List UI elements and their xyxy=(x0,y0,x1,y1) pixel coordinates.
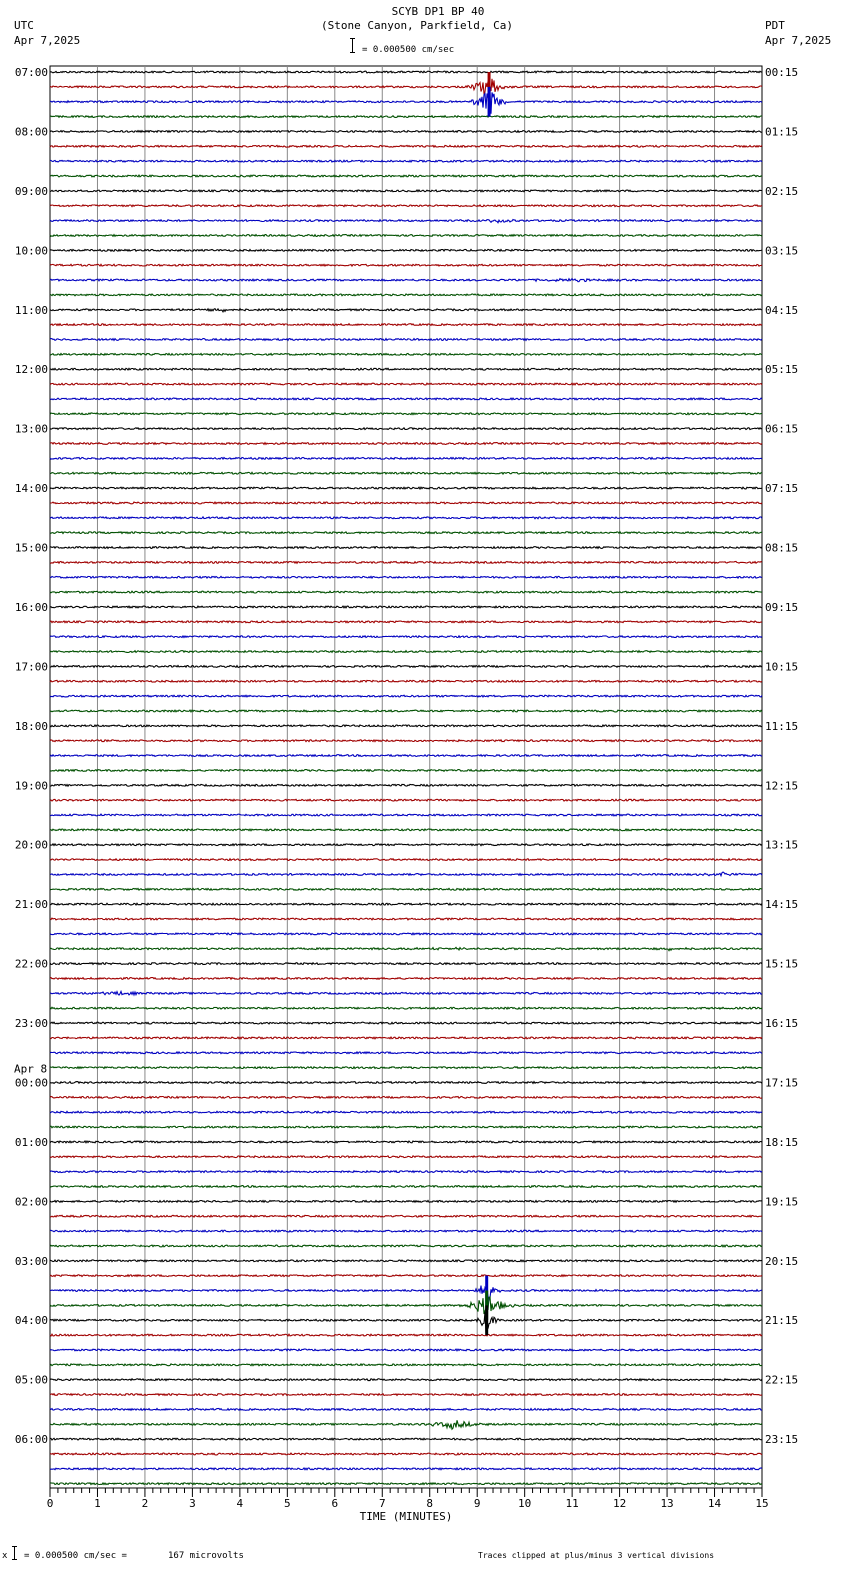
trace-line xyxy=(50,1260,762,1262)
utc-hour-label: 23:00 xyxy=(14,1017,48,1031)
x-tick-label: 7 xyxy=(378,1497,386,1510)
utc-hour-label: 01:00 xyxy=(14,1135,48,1149)
trace-line xyxy=(50,264,762,266)
pdt-hour-label: 13:15 xyxy=(765,838,799,852)
pdt-hour-label: 02:15 xyxy=(765,184,799,198)
utc-hour-label: 10:00 xyxy=(14,244,48,258)
trace-line xyxy=(50,1483,762,1485)
utc-hour-label: 22:00 xyxy=(14,957,48,971)
trace-line xyxy=(50,1230,762,1232)
trace-line xyxy=(50,1379,762,1381)
trace-line xyxy=(50,78,762,94)
trace-line xyxy=(50,859,762,861)
trace-line xyxy=(50,220,762,223)
trace-line xyxy=(50,443,762,445)
station-location: (Stone Canyon, Parkfield, Ca) xyxy=(320,19,514,32)
utc-hour-label: 19:00 xyxy=(14,779,48,793)
trace-line xyxy=(50,428,762,430)
trace-line xyxy=(50,1364,762,1366)
x-tick-label: 5 xyxy=(284,1497,291,1510)
pdt-hour-label: 08:15 xyxy=(765,541,799,555)
chart-title: SCYB DP1 BP 40 xyxy=(391,5,485,18)
pdt-hour-label: 05:15 xyxy=(765,363,799,377)
trace-line xyxy=(50,190,762,192)
trace-line xyxy=(50,92,762,114)
trace-line xyxy=(50,872,762,876)
pdt-hour-label: 01:15 xyxy=(765,125,799,139)
trace-line xyxy=(50,116,762,118)
utc-hour-label: 06:00 xyxy=(14,1433,48,1447)
trace-line xyxy=(50,814,762,816)
trace-line xyxy=(50,1453,762,1455)
trace-line xyxy=(50,339,762,341)
pdt-hour-label: 17:15 xyxy=(765,1076,799,1090)
trace-line xyxy=(50,1111,762,1113)
utc-hour-label: 11:00 xyxy=(14,303,48,317)
x-tick-label: 1 xyxy=(94,1497,101,1510)
trace-line xyxy=(50,755,762,757)
trace-line xyxy=(50,1394,762,1396)
trace-line xyxy=(50,1409,762,1411)
trace-line xyxy=(50,799,762,801)
pdt-hour-label: 15:15 xyxy=(765,957,799,971)
utc-hour-label: 05:00 xyxy=(14,1373,48,1387)
pdt-hour-label: 04:15 xyxy=(765,303,799,317)
trace-line xyxy=(50,1052,762,1054)
trace-line xyxy=(50,398,762,400)
trace-line xyxy=(50,680,762,682)
trace-line xyxy=(50,918,762,920)
utc-hour-label: 13:00 xyxy=(14,422,48,436)
trace-line xyxy=(50,1286,762,1301)
x-tick-label: 4 xyxy=(236,1497,244,1510)
pdt-hour-label: 22:15 xyxy=(765,1373,799,1387)
left-date: Apr 7,2025 xyxy=(14,34,81,47)
trace-line xyxy=(50,903,762,905)
utc-hour-label: 12:00 xyxy=(14,363,48,377)
trace-line xyxy=(50,354,762,356)
trace-line xyxy=(50,279,762,282)
trace-line xyxy=(50,324,762,326)
trace-line xyxy=(50,235,762,237)
trace-line xyxy=(50,249,762,251)
x-tick-label: 6 xyxy=(331,1497,339,1510)
trace-line xyxy=(50,710,762,712)
x-axis-label: TIME (MINUTES) xyxy=(359,1510,453,1523)
date-change-label: Apr 8 xyxy=(14,1062,48,1076)
utc-hour-label: 16:00 xyxy=(14,600,48,614)
trace-line xyxy=(50,547,762,549)
trace-line xyxy=(50,829,762,831)
utc-hour-label: 00:00 xyxy=(14,1076,48,1090)
utc-hour-label: 15:00 xyxy=(14,541,48,555)
trace-line xyxy=(50,517,762,519)
pdt-hour-label: 09:15 xyxy=(765,600,799,614)
utc-hour-label: 07:00 xyxy=(14,66,48,79)
utc-hour-label: 14:00 xyxy=(14,482,48,496)
trace-line xyxy=(50,933,762,935)
x-tick-label: 12 xyxy=(612,1497,627,1510)
trace-line xyxy=(50,1349,762,1351)
trace-line xyxy=(50,1171,762,1173)
trace-line xyxy=(50,1275,762,1277)
trace-line xyxy=(50,1245,762,1247)
x-tick-label: 11 xyxy=(565,1497,579,1510)
utc-hour-label: 17:00 xyxy=(14,660,48,674)
trace-line xyxy=(50,1334,762,1336)
utc-hour-label: 02:00 xyxy=(14,1195,48,1209)
trace-line xyxy=(50,1082,762,1084)
utc-hour-label: 20:00 xyxy=(14,838,48,852)
pdt-hour-label: 10:15 xyxy=(765,660,799,674)
trace-line xyxy=(50,1141,762,1143)
utc-hour-label: 08:00 xyxy=(14,125,48,139)
pdt-hour-label: 07:15 xyxy=(765,482,799,496)
trace-line xyxy=(50,1022,762,1024)
utc-hour-label: 18:00 xyxy=(14,719,48,733)
trace-line xyxy=(50,71,762,73)
x-tick-label: 15 xyxy=(755,1497,769,1510)
trace-line xyxy=(50,383,762,385)
trace-line xyxy=(50,888,762,890)
trace-line xyxy=(50,205,762,207)
pdt-hour-label: 11:15 xyxy=(765,719,799,733)
trace-line xyxy=(50,666,762,668)
trace-line xyxy=(50,1215,762,1217)
trace-line xyxy=(50,562,762,564)
utc-hour-label: 04:00 xyxy=(14,1314,48,1328)
pdt-hour-label: 19:15 xyxy=(765,1195,799,1209)
trace-line xyxy=(50,740,762,742)
x-tick-label: 10 xyxy=(518,1497,532,1510)
trace-line xyxy=(50,576,762,578)
pdt-hour-label: 23:15 xyxy=(765,1433,799,1447)
trace-line xyxy=(50,591,762,593)
microvolts-label: 167 microvolts xyxy=(168,1551,244,1561)
trace-line xyxy=(50,160,762,162)
trace-line xyxy=(50,1312,762,1333)
trace-line xyxy=(50,368,762,370)
trace-line xyxy=(50,963,762,965)
right-date: Apr 7,2025 xyxy=(765,34,832,47)
utc-hour-label: 03:00 xyxy=(14,1254,48,1268)
pdt-hour-label: 03:15 xyxy=(765,244,799,258)
x-tick-label: 14 xyxy=(707,1497,722,1510)
trace-line xyxy=(50,1420,762,1429)
trace-line xyxy=(50,991,762,995)
trace-line xyxy=(50,472,762,474)
pdt-hour-label: 21:15 xyxy=(765,1314,799,1328)
left-timezone: UTC xyxy=(14,19,34,32)
x-tick-label: 3 xyxy=(189,1497,196,1510)
trace-line xyxy=(50,1201,762,1203)
pdt-hour-label: 00:15 xyxy=(765,66,799,79)
trace-line xyxy=(50,606,762,608)
trace-line xyxy=(50,784,762,786)
x-tick-label: 9 xyxy=(473,1497,481,1510)
trace-line xyxy=(50,1156,762,1158)
right-timezone: PDT xyxy=(765,19,785,32)
trace-line xyxy=(50,487,762,489)
trace-line xyxy=(50,947,762,950)
trace-line xyxy=(50,131,762,133)
trace-line xyxy=(50,294,762,296)
trace-line xyxy=(50,725,762,727)
x-tick-label: 2 xyxy=(141,1497,149,1510)
trace-line xyxy=(50,636,762,638)
trace-line xyxy=(50,1126,762,1128)
trace-line xyxy=(50,621,762,623)
trace-line xyxy=(50,1096,762,1098)
x-tick-label: 13 xyxy=(660,1497,674,1510)
footer-scale-bar-icon xyxy=(14,1546,15,1560)
trace-line xyxy=(50,1007,762,1009)
trace-line xyxy=(50,532,762,534)
trace-line xyxy=(50,502,762,504)
trace-line xyxy=(50,651,762,653)
trace-line xyxy=(50,695,762,697)
trace-line xyxy=(50,1438,762,1440)
trace-line xyxy=(50,175,762,177)
pdt-hour-label: 18:15 xyxy=(765,1135,799,1149)
trace-line xyxy=(50,770,762,772)
trace-line xyxy=(50,1186,762,1188)
x-tick-label: 0 xyxy=(46,1497,54,1510)
trace-line xyxy=(50,1067,762,1069)
trace-line xyxy=(50,978,762,980)
pdt-hour-label: 14:15 xyxy=(765,898,799,912)
trace-line xyxy=(50,458,762,460)
clip-note: Traces clipped at plus/minus 3 vertical divisions xyxy=(478,1551,715,1560)
utc-hour-label: 21:00 xyxy=(14,898,48,912)
corner-mark: x xyxy=(2,1551,8,1561)
trace-line xyxy=(50,844,762,846)
pdt-hour-label: 12:15 xyxy=(765,779,799,793)
pdt-hour-label: 06:15 xyxy=(765,422,799,436)
trace-line xyxy=(50,309,762,312)
x-tick-label: 8 xyxy=(426,1497,434,1510)
utc-hour-label: 09:00 xyxy=(14,184,48,198)
trace-line xyxy=(50,1037,762,1039)
trace-line xyxy=(50,145,762,147)
trace-line xyxy=(50,1295,762,1314)
trace-line xyxy=(50,1468,762,1470)
trace-line xyxy=(50,413,762,415)
pdt-hour-label: 16:15 xyxy=(765,1017,799,1031)
pdt-hour-label: 20:15 xyxy=(765,1254,799,1268)
footer-scale-label: = 0.000500 cm/sec = xyxy=(24,1551,127,1561)
scale-label: = 0.000500 cm/sec xyxy=(362,45,455,55)
